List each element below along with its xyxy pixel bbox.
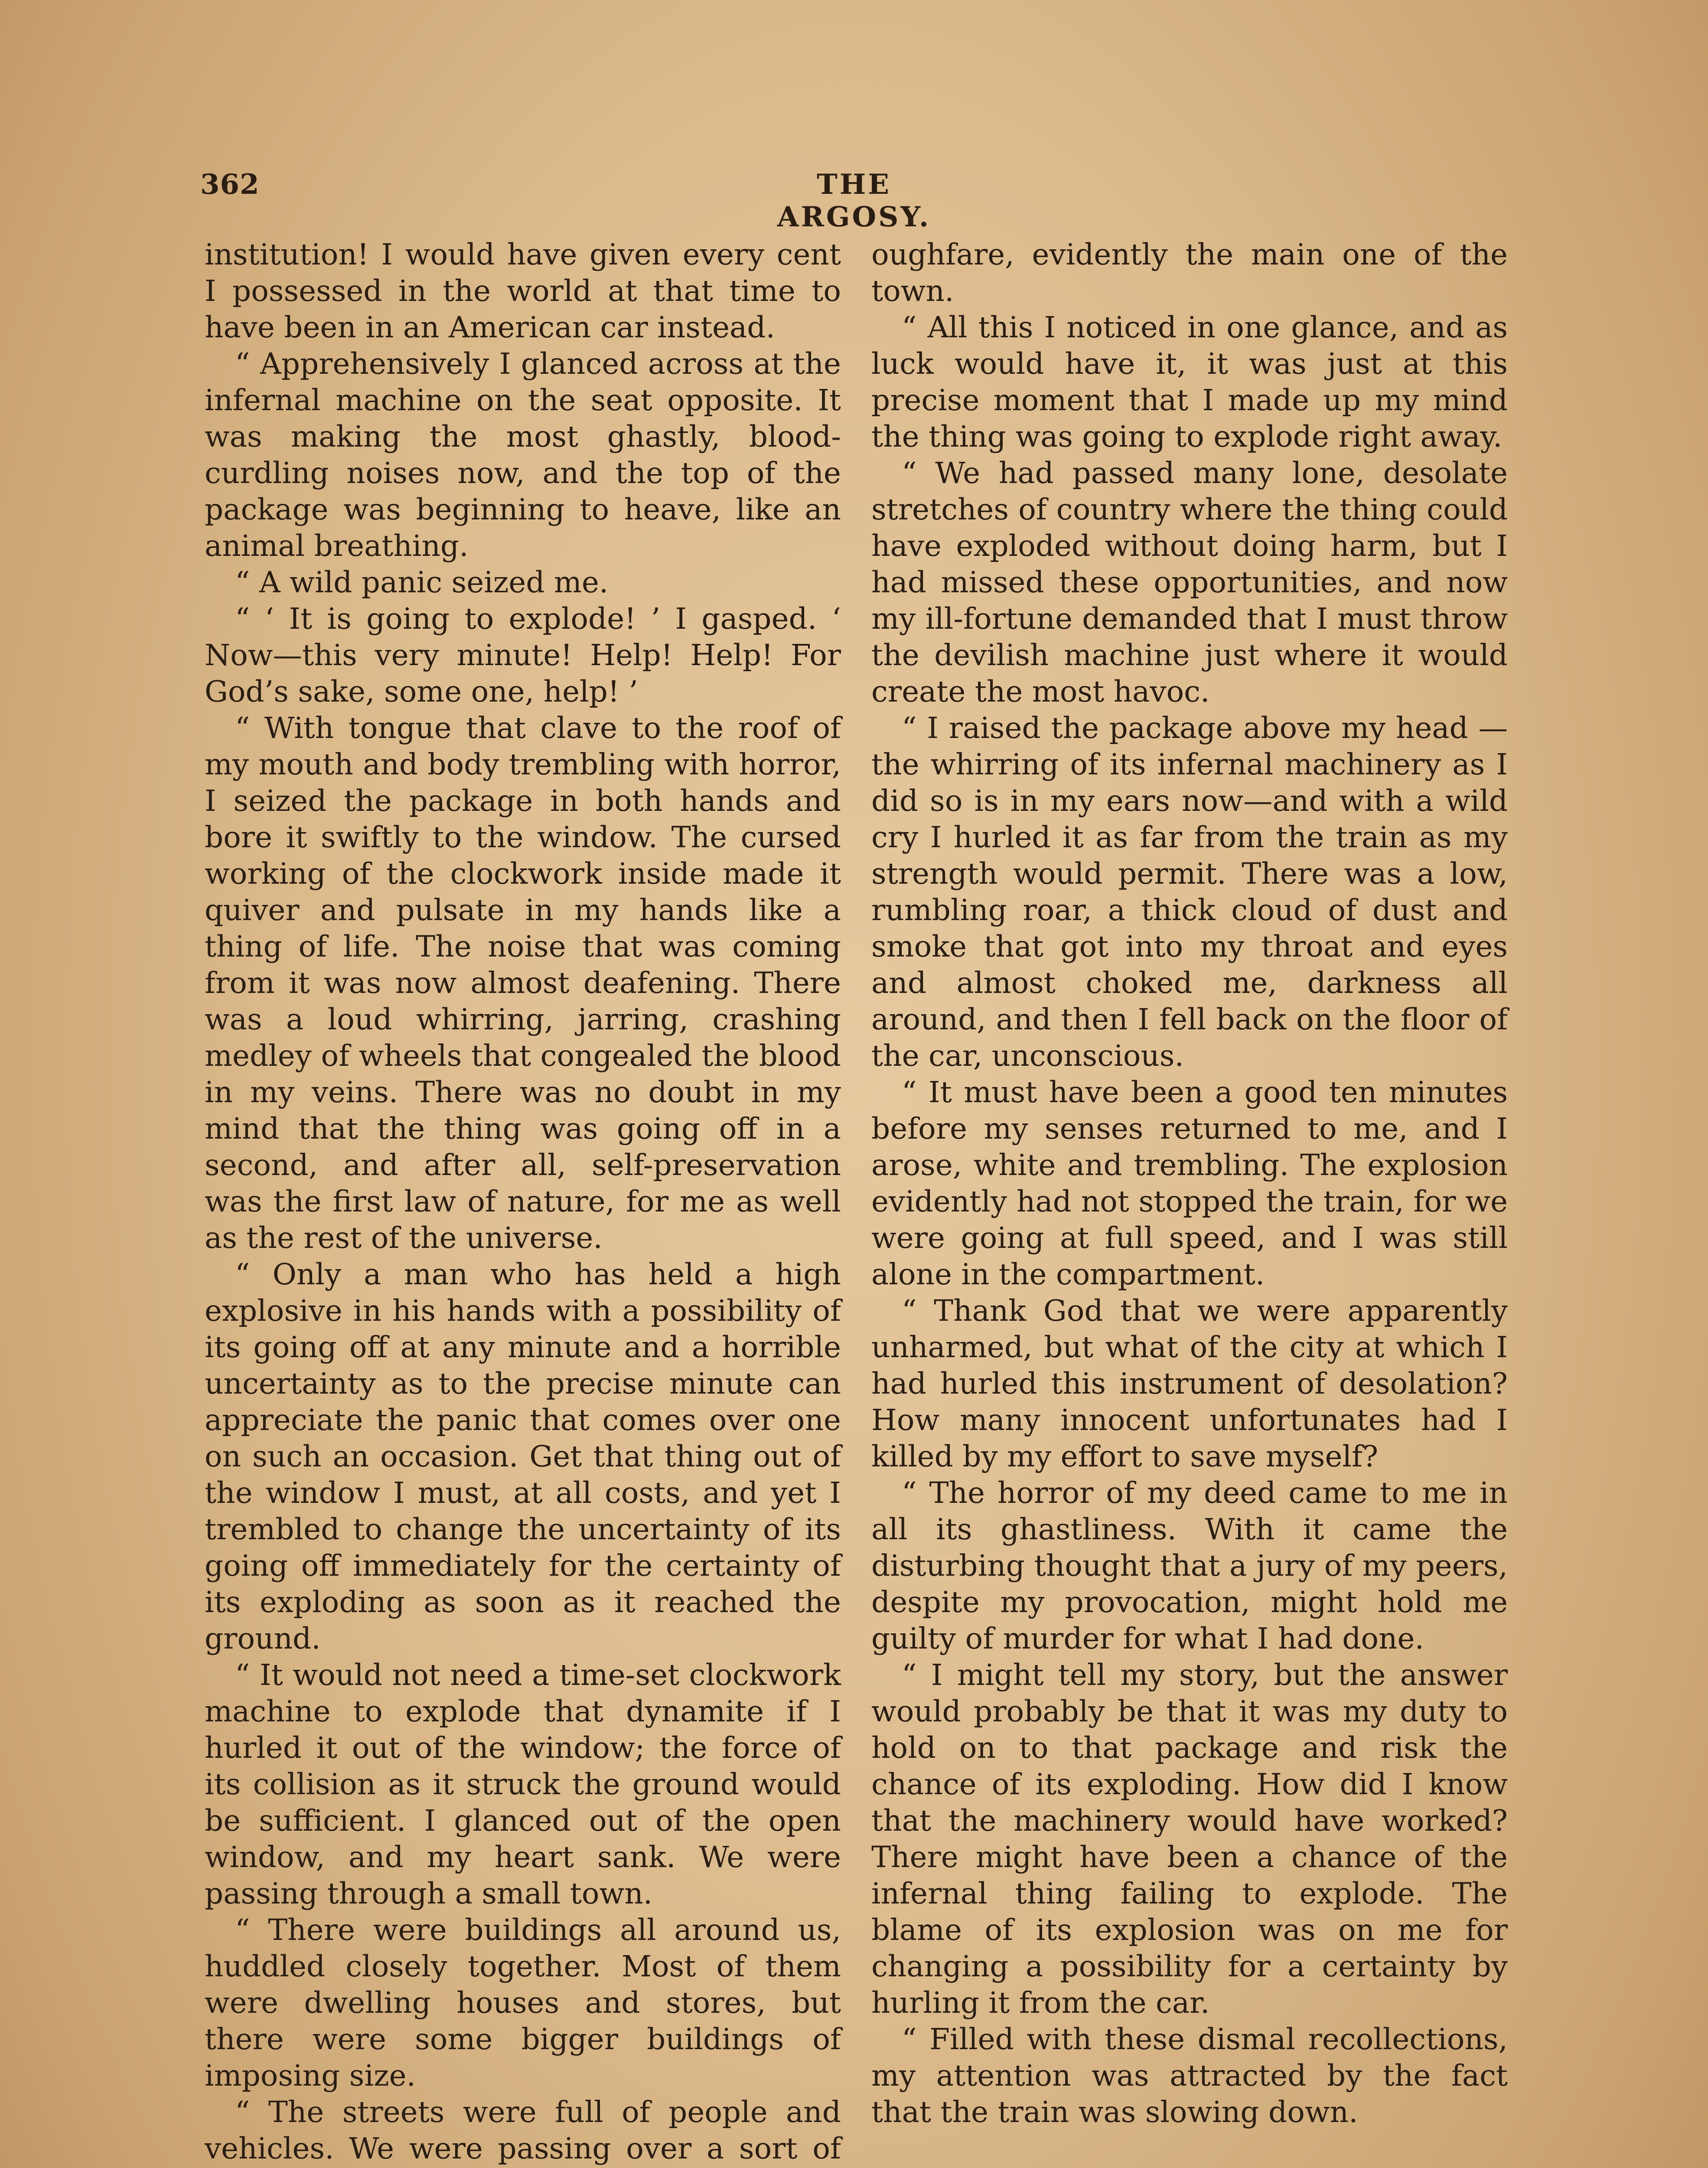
paragraph: “ We had passed many lone, desolate stretches of country where the thing could have exploded without doing harm, but I had missed these opportunities, and now my ill-fortune demanded that I must throw the devilish machine just where it would create the most havoc.	[871, 456, 1508, 709]
paragraph: “ The horror of my deed came to me in all its ghastliness. With it came the disturbing thought that a jury of my peers, despite my provocation, might hold me guilty of murder for what I had done.	[871, 1476, 1508, 1655]
paragraph: “ Apprehensively I glanced across at the infernal machine on the seat opposite. It was making the most ghastly, blood-curdling noises now, and the top of the package was beginning to heave, like an animal breathing.	[205, 346, 841, 563]
paragraph: “ Only a man who has held a high explosive in his hands with a possibility of its going off at any minute and a horrible uncertainty as to the precise minute can appreciate the panic that comes over one on such an occasion. Get that thing out of the window I must, at all costs, and yet I trembled to change the uncertainty of its going off immediately for the certainty of its exploding as soon as it reached the ground.	[205, 1257, 841, 1655]
paragraph: “ With tongue that clave to the roof of my mouth and body trembling with horror, I seized the package in both hands and bore it swiftly to the window. The cursed working of the clockwork inside made it quiver and pulsate in my hands like a thing of life. The noise that was coming from it was now almost deafening. There was a loud whirring, jarring, crashing medley of wheels that congealed the blood in my veins. There was no doubt in my mind that the thing was going off in a second, and after all, self-preservation was the first law of nature, for me as well as the rest of the universe.	[205, 711, 841, 1255]
paragraph: “ I might tell my story, but the answer would probably be that it was my duty to hold on to that package and risk the chance of its exploding. How did I know that the machinery would have worked? There might have been a chance of the infernal thing failing to explode. The blame of its explosion was on me for changing a possibility for a certainty by hurling it from the car.	[871, 1658, 1508, 2020]
paragraph: “ Filled with these dismal recollections, my attention was attracted by the fact that the train was slowing down.	[871, 2022, 1508, 2129]
paragraph: “ Thank God that we were apparently unharmed, but what of the city at which I had hurled this instrument of desolation? How many innocent unfortunates had I killed by my effort to save myself?	[871, 1293, 1508, 1473]
paragraph: “ It must have been a good ten minutes before my senses returned to me, and I arose, white and trembling. The explosion evidently had not stopped the train, for we were going at full speed, and I was still alone in the compartment.	[871, 1075, 1508, 1291]
paragraph: “ A wild panic seized me.	[235, 565, 609, 599]
paragraph: “ It would not need a time-set clockwork machine to explode that dynamite if I hurled it out of the window; the force of its collision as it struck the ground would be sufficient. I glanced out of the open window, and my heart sank. We were passing through a small town.	[205, 1658, 841, 1910]
paragraph: “ All this I noticed in one glance, and as luck would have it, it was just at this precise moment that I made up my mind the thing was going to explode right away.	[871, 310, 1508, 454]
left-column	[205, 236, 841, 2168]
running-head: THE ARGOSY.	[777, 168, 931, 233]
right-column	[871, 236, 1508, 2130]
paragraph: institution! I would have given every cent I possessed in the world at that time to have been in an American car instead.	[205, 237, 841, 344]
paragraph: “ I raised the package above my head —the whirring of its infernal machinery as I did so is in my ears now—and with a wild cry I hurled it as far from the train as my strength would permit. There was a low, rumbling roar, a thick cloud of dust and smoke that got into my throat and eyes and almost choked me, darkness all around, and then I fell back on the floor of the car, unconscious.	[871, 711, 1508, 1073]
page-number: 362	[200, 168, 260, 201]
paragraph: “ ‘ It is going to explode! ’ I gasped. ‘ Now—this very minute! Help! Help! For God’s sake, some one, help! ’	[205, 601, 841, 709]
paragraph: oughfare, evidently the main one of the town.	[871, 237, 1508, 308]
paragraph: “ There were buildings all around us, huddled closely together. Most of them were dwelling houses and stores, but there were some bigger buildings of imposing size.	[205, 1913, 841, 2093]
paragraph: “ The streets were full of people and vehicles. We were passing over a sort of	[205, 2095, 841, 2165]
